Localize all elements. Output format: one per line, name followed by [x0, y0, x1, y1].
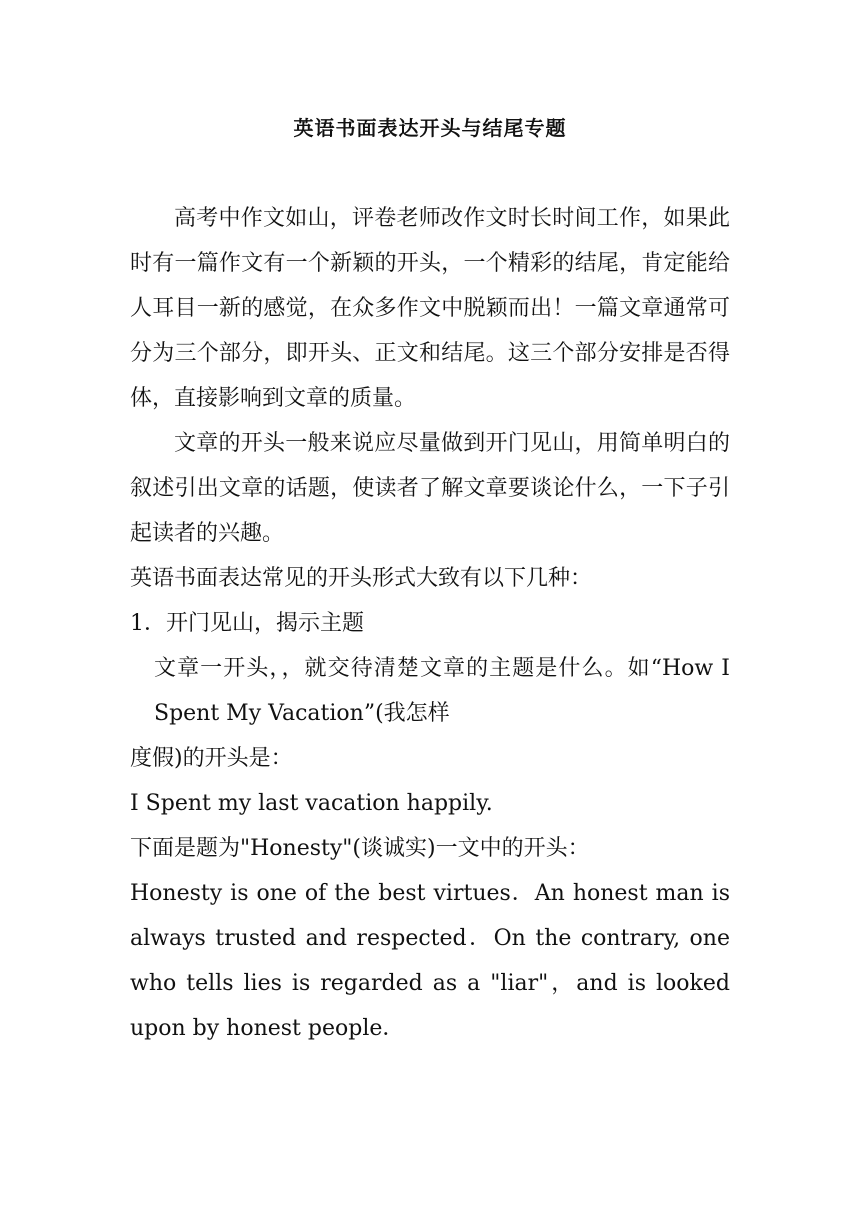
- paragraph-opening-types: 英语书面表达常见的开头形式大致有以下几种：: [130, 566, 593, 591]
- list-item-heading: 1．开门见山，揭示主题: [130, 611, 364, 636]
- example-sentence: I Spent my last vacation happily.: [130, 791, 493, 816]
- example-paragraph-honesty: Honesty is one of the best virtues．An honest man is always trusted and respected．On the contrary, one who tells lies is regarded as a "liar"，and is looked upon by honest people．: [130, 881, 730, 1041]
- document-body: [130, 196, 730, 1051]
- paragraph-honesty-intro: 下面是题为"Honesty"(谈诚实)一文中的开头：: [130, 836, 590, 861]
- paragraph-intro: 高考中作文如山，评卷老师改作文时长时间工作，如果此时有一篇作文有一个新颖的开头，一个精彩的结尾，肯定能给人耳目一新的感觉，在众多作文中脱颖而出！一篇文章通常可分为三个部分，即开头、正文和结尾。这三个部分安排是否得体，直接影响到文章的质量。: [130, 206, 730, 411]
- paragraph-example-continue: 度假)的开头是：: [130, 746, 293, 771]
- paragraph-example-intro: 文章一开头，，就交待清楚文章的主题是什么。如“How I Spent My Vacation”(我怎样: [154, 656, 730, 726]
- document-title: 英语书面表达开头与结尾专题: [293, 116, 567, 140]
- paragraph-opening-advice: 文章的开头一般来说应尽量做到开门见山，用简单明白的叙述引出文章的话题，使读者了解文章要谈论什么，一下子引起读者的兴趣。: [130, 431, 730, 546]
